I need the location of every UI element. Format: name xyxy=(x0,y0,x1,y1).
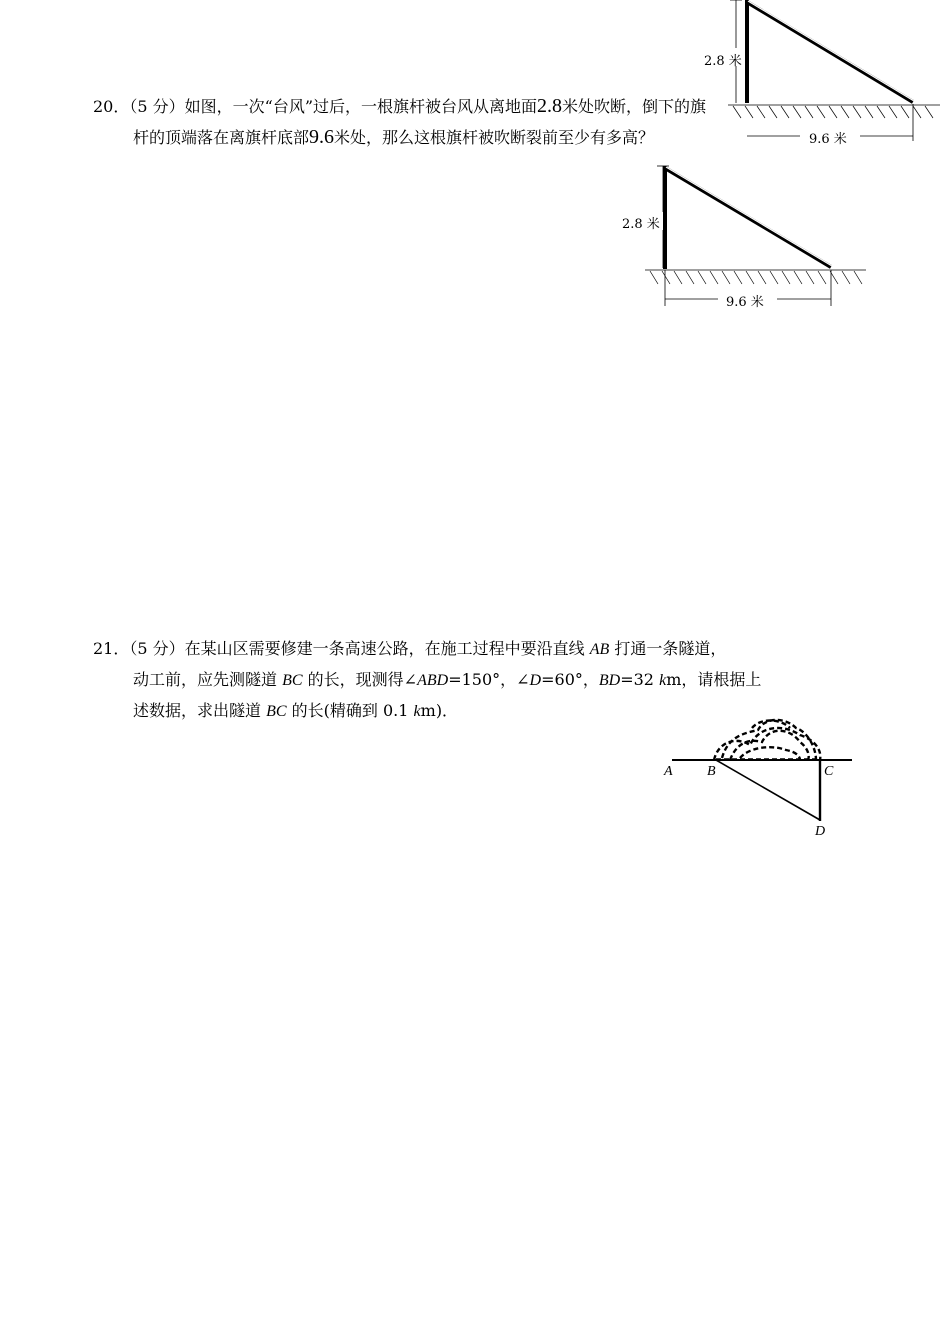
question-21-line-2: 动工前，应先测隧道 BC 的长，现测得∠ABD=150°，∠D=60°，BD=32 km，请根据上 xyxy=(133,670,762,689)
figure-distance-label: 9.6 米 xyxy=(726,295,764,310)
point-d-label: D xyxy=(815,824,826,839)
question-score: （5 分） xyxy=(129,639,185,658)
question-21-line-3: 述数据，求出隧道 BC 的长(精确到 0.1 km)． xyxy=(133,701,459,720)
question-number: 21． xyxy=(93,639,130,658)
question-number: 20． xyxy=(93,97,130,116)
question-21-line-1: 21．（5 分）在某山区需要修建一条高速公路，在施工过程中要沿直线 AB 打通一条隧道， xyxy=(93,639,727,658)
figure-height-label: 2.8 米 xyxy=(622,217,660,232)
question-20-line-1: 20．（5 分）如图，一次“台风”过后，一根旗杆被台风从离地面2.8米处吹断，倒下的旗 xyxy=(93,95,707,117)
point-a-label: A xyxy=(664,764,673,779)
distance-value: 9.6 xyxy=(309,126,335,148)
question-score: （5 分） xyxy=(129,97,185,116)
figure-top-distance-label: 9.6 米 xyxy=(809,132,847,147)
point-c-label: C xyxy=(824,764,834,779)
point-b-label: B xyxy=(707,764,716,779)
question-20-line-2: 杆的顶端落在离旗杆底部9.6米处，那么这根旗杆被吹断裂前至少有多高？ xyxy=(133,126,655,148)
figure-top-height-label: 2.8 米 xyxy=(704,54,742,69)
height-value: 2.8 xyxy=(537,95,563,117)
